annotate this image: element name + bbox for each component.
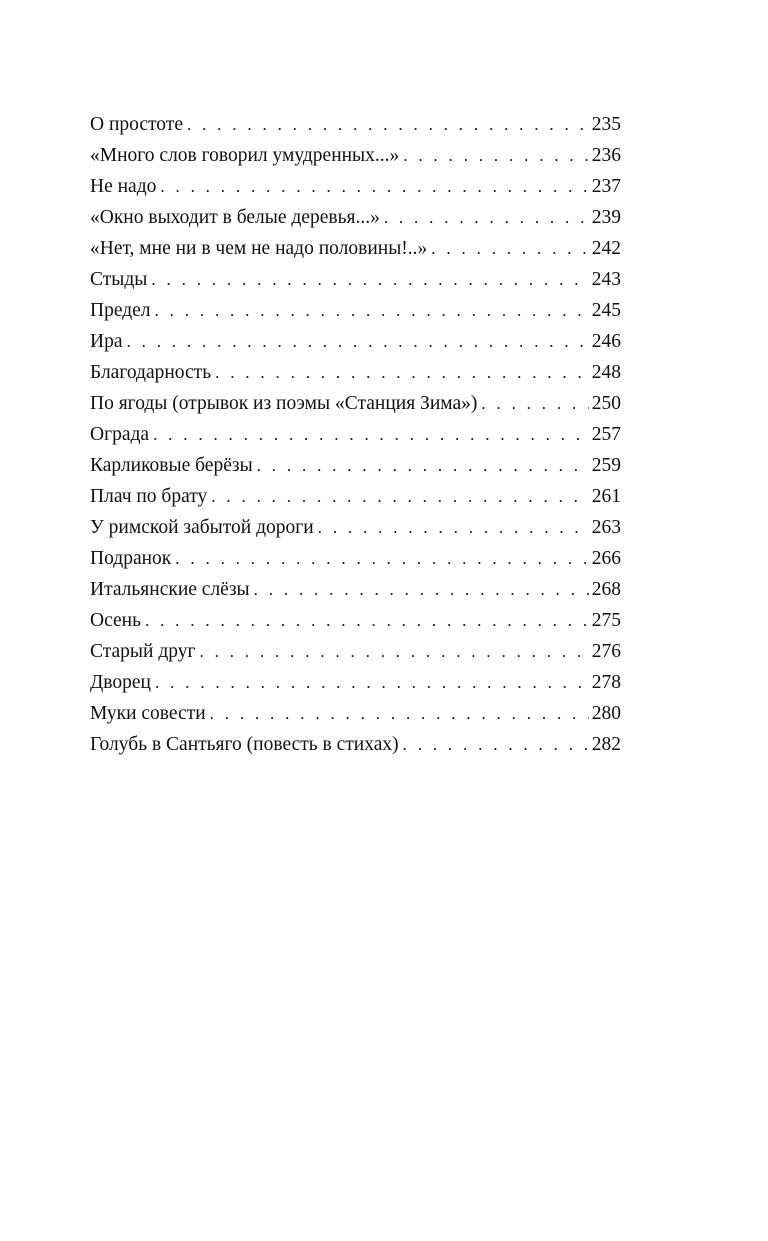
dot-leader [257,450,589,481]
toc-entry-page: 282 [591,734,621,755]
dot-leader [175,543,588,574]
dot-leader [431,233,588,264]
toc-entry-page: 235 [591,114,621,135]
table-of-contents [90,109,621,760]
dot-leader [215,357,589,388]
toc-entry-title: По ягоды (отрывок из поэмы «Станция Зима») [90,393,478,414]
dot-leader [155,295,589,326]
dot-leader [153,419,589,450]
toc-entry [90,264,621,295]
toc-entry-page: 245 [591,300,621,321]
toc-entry-page: 239 [591,207,621,228]
toc-entry-title: Ира [90,331,123,352]
toc-entry [90,233,621,264]
toc-entry [90,202,621,233]
toc-entry-page: 278 [591,672,621,693]
toc-entry-title: Предел [90,300,151,321]
toc-entry-page: 236 [591,145,621,166]
toc-entry-page: 237 [591,176,621,197]
toc-entry-title: Плач по брату [90,486,208,507]
dot-leader [200,636,589,667]
dot-leader [151,264,588,295]
toc-entry [90,543,621,574]
toc-entry-page: 242 [591,238,621,259]
toc-entry [90,357,621,388]
toc-entry [90,450,621,481]
dot-leader [211,481,588,512]
toc-entry-title: У римской забытой дороги [90,517,314,538]
toc-entry-page: 276 [591,641,621,662]
dot-leader [127,326,589,357]
toc-entry-page: 250 [591,393,621,414]
toc-entry-title: О простоте [90,114,183,135]
toc-entry-title: Не надо [90,176,157,197]
toc-entry-title: «Много слов говорил умудренных...» [90,145,400,166]
toc-entry-page: 259 [591,455,621,476]
toc-entry-title: Стыды [90,269,148,290]
toc-entry-page: 280 [591,703,621,724]
dot-leader [210,698,589,729]
toc-entry-title: Благодарность [90,362,212,383]
toc-entry [90,481,621,512]
toc-entry-page: 266 [591,548,621,569]
toc-entry [90,667,621,698]
dot-leader [254,574,589,605]
dot-leader [160,171,588,202]
toc-entry-page: 243 [591,269,621,290]
toc-entry-page: 246 [591,331,621,352]
dot-leader [155,667,589,698]
toc-entry-title: Старый друг [90,641,196,662]
dot-leader [145,605,589,636]
toc-entry-title: Осень [90,610,141,631]
toc-entry [90,698,621,729]
toc-entry [90,636,621,667]
toc-entry [90,388,621,419]
toc-entry-title: Голубь в Сантьяго (повесть в стихах) [90,734,399,755]
toc-entry-title: Итальянские слёзы [90,579,250,600]
toc-entry-title: Карликовые берёзы [90,455,253,476]
toc-entry-page: 257 [591,424,621,445]
toc-entry [90,605,621,636]
dot-leader [481,388,588,419]
toc-entry [90,512,621,543]
toc-entry [90,140,621,171]
toc-entry [90,109,621,140]
toc-entry-page: 248 [591,362,621,383]
toc-entry-title: «Нет, мне ни в чем не надо половины!..» [90,238,428,259]
toc-entry [90,574,621,605]
toc-entry [90,171,621,202]
toc-entry [90,729,621,760]
dot-leader [318,512,589,543]
dot-leader [403,140,588,171]
toc-entry-title: Муки совести [90,703,206,724]
dot-leader [384,202,589,233]
toc-entry [90,295,621,326]
toc-entry-title: Ограда [90,424,150,445]
toc-entry-page: 268 [591,579,621,600]
toc-entry-title: Дворец [90,672,151,693]
toc-entry-page: 275 [591,610,621,631]
toc-entry [90,326,621,357]
toc-entry-page: 263 [591,517,621,538]
toc-entry [90,419,621,450]
toc-entry-page: 261 [591,486,621,507]
toc-entry-title: Подранок [90,548,172,569]
dot-leader [187,109,589,140]
toc-entry-title: «Окно выходит в белые деревья...» [90,207,380,228]
dot-leader [403,729,589,760]
